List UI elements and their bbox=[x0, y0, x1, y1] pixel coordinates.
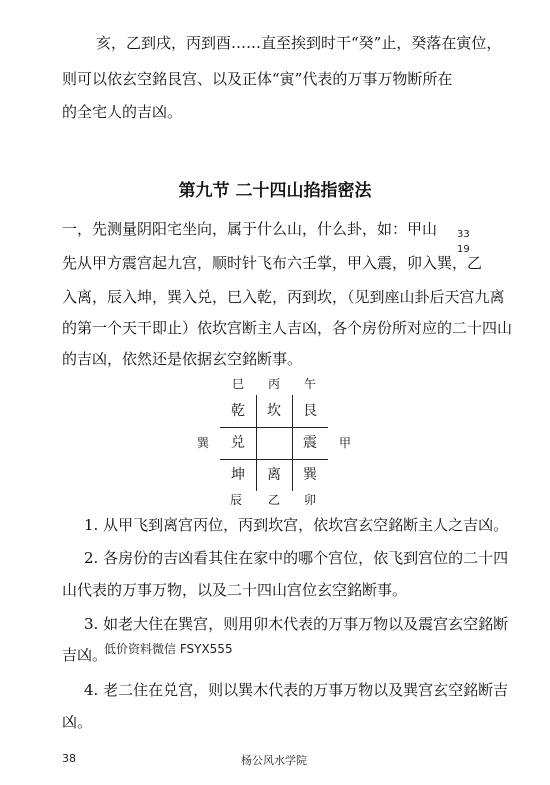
item-1-line-1: 1. 从甲飞到离宫丙位，丙到坎宫，依坎宫玄空銘断主人之吉凶。 bbox=[84, 516, 509, 534]
margin-number-1: 33 bbox=[457, 229, 470, 240]
item-3-line-2: 吉凶。 bbox=[62, 646, 108, 664]
item-3-line-1: 3. 如老大住在巽宫，则用卯木代表的万事万物以及震宫玄空銘断 bbox=[84, 615, 509, 633]
para1-line-4: 的第一个天干即止）依坎宫断主人吉凶，各个房份所对应的二十四山 bbox=[62, 319, 513, 337]
right-label-jia: 甲 bbox=[339, 436, 352, 450]
bottom-label-chen: 辰 bbox=[230, 493, 243, 507]
cell-qian: 乾 bbox=[231, 403, 245, 419]
top-label-bing: 丙 bbox=[268, 377, 281, 391]
cell-kan: 坎 bbox=[267, 403, 281, 419]
left-label-xun: 巽 bbox=[197, 436, 210, 450]
item-4-line-2: 凶。 bbox=[62, 713, 93, 731]
para1-line-2: 先从甲方震宫起九宫，顺时针飞布六壬掌，甲入震，卯入巽，乙 bbox=[62, 254, 483, 272]
item-2-line-1: 2. 各房份的吉凶看其住在家中的哪个宫位，依飞到宫位的二十四 bbox=[84, 549, 509, 567]
item-4-line-1: 4. 老二住在兑宫，则以巽木代表的万事万物以及巽宫玄空銘断吉 bbox=[84, 681, 509, 699]
cell-li: 离 bbox=[267, 467, 281, 483]
cell-xun: 巽 bbox=[303, 467, 317, 483]
watermark-text: 低价资料微信 FSYX555 bbox=[104, 642, 233, 656]
grid-line-h2 bbox=[220, 459, 328, 460]
section-title: 第九节 二十四山掐指密法 bbox=[178, 181, 372, 201]
diagram-grid bbox=[220, 395, 328, 491]
cell-gen: 艮 bbox=[303, 403, 317, 419]
para1-line-3: 入离，辰入坤，巽入兑，巳入乾，丙到坎，（见到座山卦后天宫九离 bbox=[62, 288, 505, 306]
cell-dui: 兑 bbox=[231, 435, 245, 451]
body-line-2: 则可以依玄空銘艮宫、以及正体“寅”代表的万事万物断所在 bbox=[62, 70, 453, 88]
para1-line-5: 的吉凶，依然还是依据玄空銘断事。 bbox=[62, 350, 303, 368]
page-number: 38 bbox=[62, 752, 76, 765]
para1-line-1: 一，先测量阴阳宅坐向，属于什么山，什么卦，如：甲山 bbox=[62, 220, 438, 238]
body-line-3: 的全宅人的吉凶。 bbox=[62, 103, 183, 121]
margin-number-2: 19 bbox=[457, 244, 470, 255]
cell-zhen: 震 bbox=[303, 435, 317, 451]
bottom-label-mao: 卯 bbox=[304, 493, 317, 507]
body-line-1: 亥，乙到戌，丙到酉……直至挨到时干“癸”止，癸落在寅位， bbox=[96, 34, 502, 52]
grid-line-h1 bbox=[220, 427, 328, 428]
top-label-si: 巳 bbox=[232, 377, 245, 391]
item-2-line-2: 山代表的万事万物，以及二十四山宫位玄空銘断事。 bbox=[62, 581, 408, 599]
cell-kun: 坤 bbox=[231, 467, 245, 483]
bottom-label-yi: 乙 bbox=[268, 493, 281, 507]
footer-publisher: 杨公风水学院 bbox=[241, 754, 307, 767]
top-label-wu: 午 bbox=[304, 377, 317, 391]
